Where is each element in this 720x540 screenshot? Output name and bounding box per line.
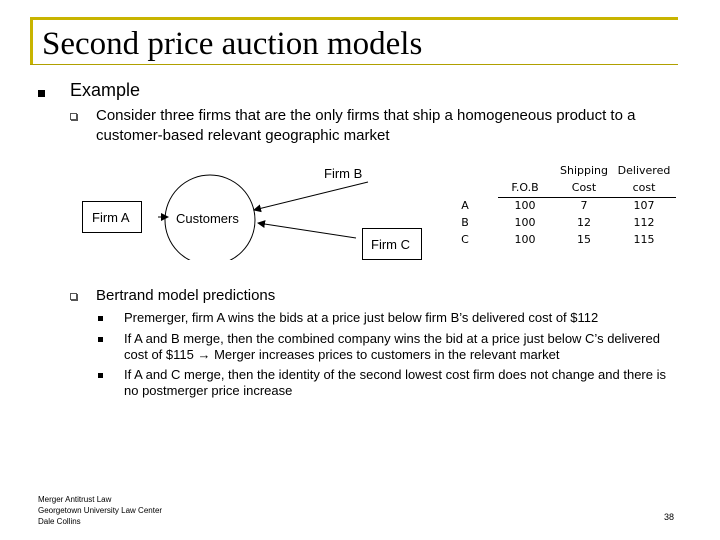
footer-school: Georgetown University Law Center: [38, 506, 163, 515]
row-a-delivered: 107: [633, 199, 655, 212]
row-a-fob: 100: [514, 199, 536, 212]
point-ac-merge: If A and C merge, then the identity of the second lowest cost firm does not change and there is no postmerger price increase: [124, 367, 666, 398]
header-shipping: Shipping: [560, 164, 608, 177]
title-frame-left: [30, 17, 33, 65]
customers-label: Customers: [176, 211, 239, 226]
arrow-firm-c: [258, 223, 356, 238]
header-delivered: Delivered: [617, 164, 671, 177]
footer-author: Dale Collins: [38, 517, 81, 526]
arrow-firm-b: [254, 182, 368, 210]
bullet-hollow-icon: [70, 293, 77, 300]
header-fob: F.O.B: [511, 181, 539, 194]
footer: [38, 494, 162, 527]
row-b-fob: 100: [514, 216, 536, 229]
row-c-shipping: 15: [577, 233, 591, 246]
bullet-hollow-icon: [70, 113, 77, 120]
firm-a-label: Firm A: [92, 210, 130, 225]
firm-c-label: Firm C: [371, 237, 410, 252]
row-c-label: C: [461, 233, 469, 246]
table-header-rule: [498, 197, 676, 198]
bullet-square-icon: [38, 90, 45, 97]
point-ab-merge: If A and B merge, then the combined company wins the bid at a price just below C’s delivered cost of $115 → Merger increases prices to customers in the relevant market: [124, 331, 660, 362]
page-number: 38: [664, 512, 675, 522]
header-cost: Cost: [571, 181, 597, 194]
row-a-shipping: 7: [580, 199, 588, 212]
title-frame-top: [30, 17, 678, 20]
firm-a-box: [82, 201, 142, 233]
bullet-small-icon: [98, 337, 103, 342]
row-b-label: B: [461, 216, 469, 229]
title-underline: [30, 64, 678, 65]
bullet-small-icon: [98, 373, 103, 378]
row-c-delivered: 115: [633, 233, 655, 246]
row-c-fob: 100: [514, 233, 536, 246]
firm-b-label: Firm B: [324, 166, 363, 181]
row-b-shipping: 12: [577, 216, 591, 229]
bullet-small-icon: [98, 316, 103, 321]
row-b-delivered: 112: [633, 216, 655, 229]
bullet-example: Example: [70, 80, 141, 100]
row-a-label: A: [461, 199, 469, 212]
firm-c-box: [362, 228, 422, 260]
sub-bullet-consider: Consider three firms that are the only firms that ship a homogeneous product to a customer-based relevant geographic market: [96, 107, 636, 144]
sub-bullet-bertrand: Bertrand model predictions: [96, 287, 276, 304]
footer-course: Merger Antitrust Law: [38, 495, 112, 504]
slide-title: Second price auction models: [42, 26, 423, 62]
header-cost-delivered: cost: [632, 181, 656, 194]
point-premerger: Premerger, firm A wins the bids at a price just below firm B’s delivered cost of $112: [124, 310, 599, 325]
